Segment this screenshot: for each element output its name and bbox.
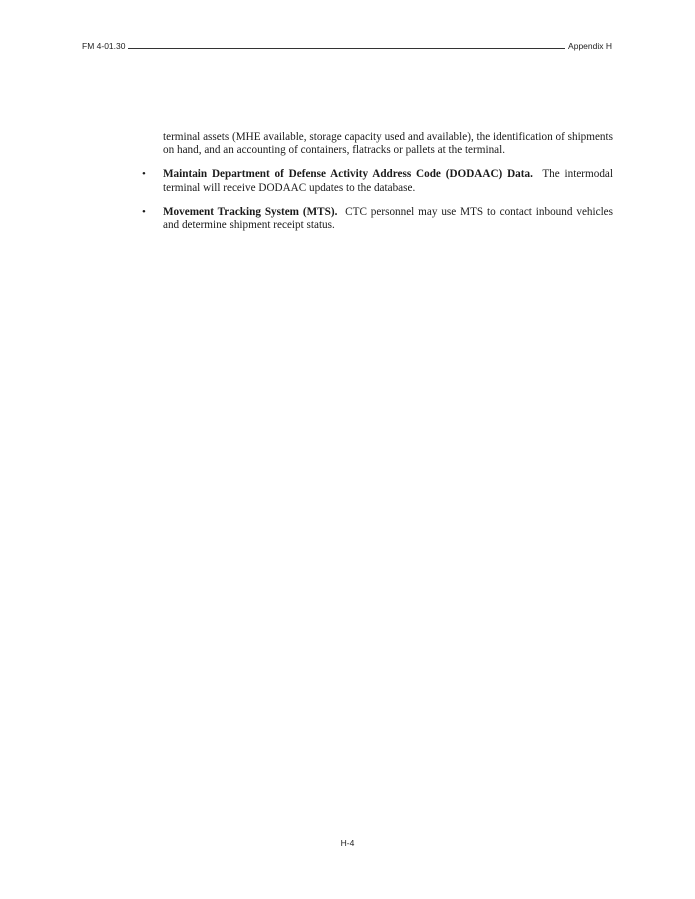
- bullet-icon: •: [142, 168, 146, 181]
- bullet-item-mts: [142, 205, 613, 232]
- bullet-lead-mts: Movement Tracking System (MTS).: [163, 205, 338, 218]
- bullet-paragraph: [163, 206, 613, 232]
- header-manual-id: FM 4-01.30: [82, 41, 126, 51]
- bullet-text-dodaac: The intermodal terminal will receive DODAAC updates to the database.: [163, 168, 613, 194]
- continuation-paragraph: terminal assets (MHE available, storage capacity used and available), the identification of shipments on hand, and an accounting of containers, flatracks or pallets at the terminal.: [163, 131, 613, 157]
- bullet-paragraph: [163, 168, 613, 194]
- header-appendix-label: Appendix H: [568, 41, 612, 51]
- running-header: [82, 41, 612, 51]
- page-body: [142, 131, 613, 232]
- header-rule: [128, 48, 565, 49]
- bullet-lead-dodaac: Maintain Department of Defense Activity Address Code (DODAAC) Data.: [163, 168, 533, 181]
- bullet-icon: •: [142, 205, 146, 218]
- bullet-text-mts: CTC personnel may use MTS to contact inbound vehicles and determine shipment receipt status.: [163, 205, 613, 232]
- page-number: H-4: [340, 838, 355, 848]
- bullet-item-dodaac: [142, 168, 613, 194]
